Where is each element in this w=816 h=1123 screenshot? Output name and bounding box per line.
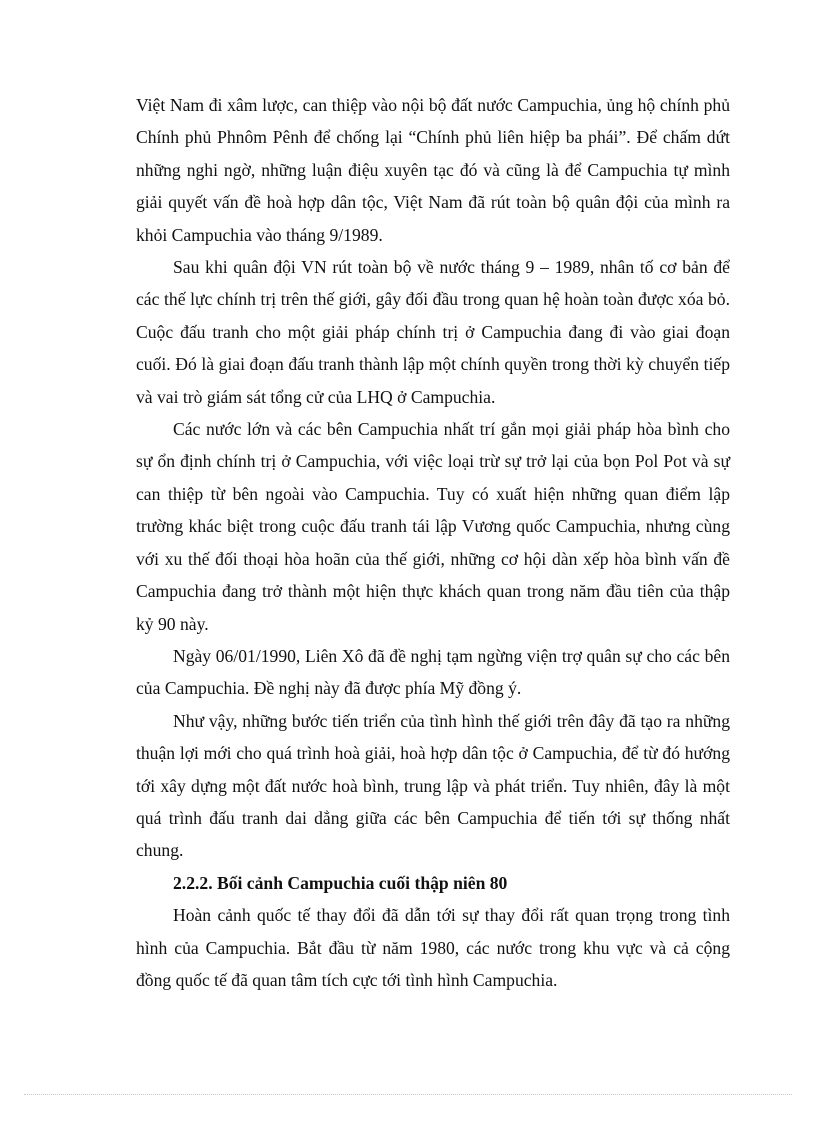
section-heading: 2.2.2. Bối cảnh Campuchia cuối thập niên 80 xyxy=(173,872,508,893)
paragraph-6: Hoàn cảnh quốc tế thay đổi đã dẫn tới sự thay đổi rất quan trọng trong tình hình của Campuchia. Bắt đầu từ năm 1980, các nước trong khu vực và cả cộng đồng quốc tế đã quan tâm tích cực tới tình hình Campuchia. xyxy=(136,905,730,990)
paragraph-1: Việt Nam đi xâm lược, can thiệp vào nội bộ đất nước Campuchia, ủng hộ chính phủ Chính phủ Phnôm Pênh để chống lại “Chính phủ liên hiệp ba phái”. Để chấm dứt những nghi ngờ, những luận điệu xuyên tạc đó và cũng là để Campuchia tự mình giải quyết vấn đề hoà hợp dân tộc, Việt Nam đã rút toàn bộ quân đội của mình ra khỏi Campuchia vào tháng 9/1989. xyxy=(136,95,730,245)
paragraph-5: Như vậy, những bước tiến triển của tình hình thế giới trên đây đã tạo ra những thuận lợi mới cho quá trình hoà giải, hoà hợp dân tộc ở Campuchia, để từ đó hướng tới xây dựng một đất nước hoà bình, trung lập và phát triển. Tuy nhiên, đây là một quá trình đấu tranh dai dẳng giữa các bên Campuchia để tiến tới sự thống nhất chung. xyxy=(136,710,730,861)
page-body xyxy=(136,89,730,996)
paragraph-4: Ngày 06/01/1990, Liên Xô đã đề nghị tạm ngừng viện trợ quân sự cho các bên của Campuchia. Đề nghị này đã được phía Mỹ đồng ý. xyxy=(136,645,730,699)
page-bottom-border xyxy=(24,1094,792,1095)
paragraph-2: Sau khi quân đội VN rút toàn bộ về nước tháng 9 – 1989, nhân tố cơ bản để các thế lực chính trị trên thế giới, gây đối đầu trong quan hệ hoàn toàn được xóa bỏ. Cuộc đấu tranh cho một giải pháp chính trị ở Campuchia đang đi vào giai đoạn cuối. Đó là giai đoạn đấu tranh thành lập một chính quyền trong thời kỳ chuyển tiếp và vai trò giám sát tổng cử của LHQ ở Campuchia. xyxy=(136,257,730,407)
paragraph-3: Các nước lớn và các bên Campuchia nhất trí gắn mọi giải pháp hòa bình cho sự ổn định chính trị ở Campuchia, với việc loại trừ sự trở lại của bọn Pol Pot và sự can thiệp từ bên ngoài vào Campuchia. Tuy có xuất hiện những quan điểm lập trường khác biệt trong cuộc đấu tranh tái lập Vương quốc Campuchia, nhưng cùng với xu thế đối thoại hòa hoãn của thế giới, những cơ hội dàn xếp hòa bình vấn đề Campuchia đang trở thành một hiện thực khách quan trong năm đầu tiên của thập kỷ 90 này. xyxy=(136,419,730,634)
